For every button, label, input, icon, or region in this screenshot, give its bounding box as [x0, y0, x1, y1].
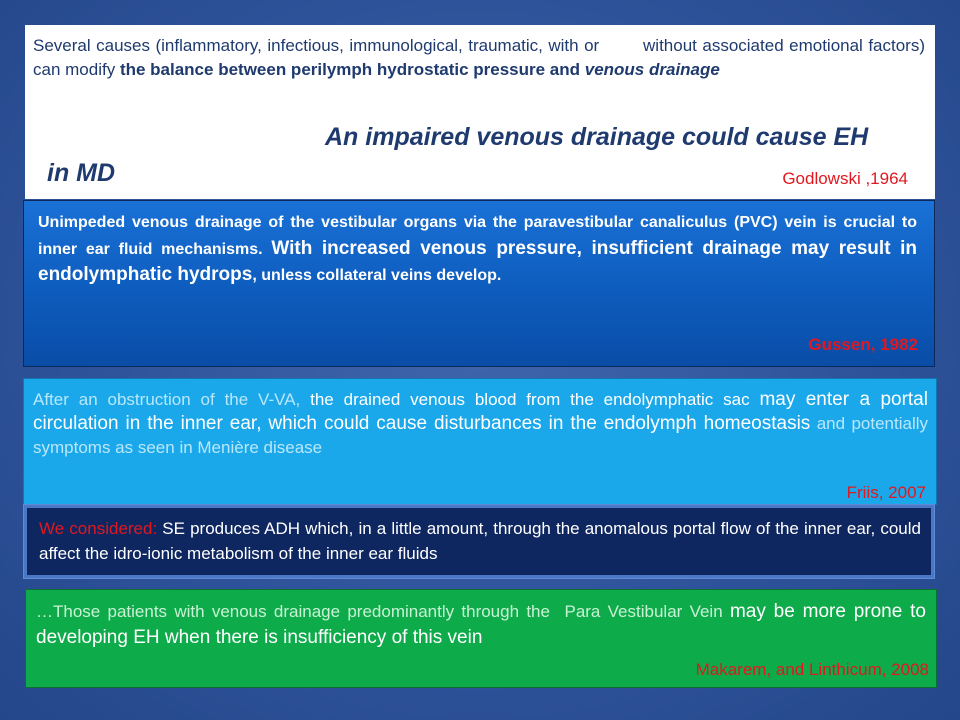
causes-paragraph — [33, 34, 930, 82]
meniere-text: and potentially symptoms as seen in Menière disease — [33, 414, 928, 457]
pvc-paragraph — [38, 210, 917, 289]
text-box-gussen — [23, 200, 935, 367]
obstruction-text: After an obstruction of the V-VA, — [33, 390, 301, 409]
collateral-text: , unless collateral veins develop. — [252, 267, 502, 284]
headline-line2: in MD — [47, 159, 116, 187]
citation-gussen: Gussen, 1982 — [808, 335, 918, 354]
eh-prone-text: may be more prone to developing EH when there is insufficiency of this vein — [36, 601, 926, 648]
adh-text: SE produces ADH which, in a little amount, through the anomalous portal flow of the inner ear, could affect the idro-ionic metabolism of the inner ear fluids — [39, 519, 921, 563]
venous-pressure-text: With increased venous pressure, insufficient drainage may result in endolymphatic hydrops — [38, 237, 917, 285]
headline-line1: An impaired venous drainage could cause EH — [325, 123, 869, 151]
balance-text: the balance between perilymph hydrostatic pressure and — [119, 60, 585, 79]
drained-blood-text: the drained venous blood from the endolymphatic sac — [300, 390, 760, 409]
patients-text: …Those patients with venous drainage predominantly through the Para Vestibular Vein — [36, 602, 730, 621]
causes-text: Several causes (inflammatory, infectious, immunological, traumatic, with or without associated emotional factors) can modify — [33, 36, 930, 79]
pvc-text: Unimpeded venous drainage of the vestibular organs via the paravestibular canaliculus (PVC) vein is crucial to inner ear fluid mechanisms. — [38, 214, 917, 258]
venous-drainage-text: venous drainage — [584, 60, 720, 79]
portal-circulation-text: may enter a portal circulation in the inner ear, which could cause disturbances in the endolymph homeostasis — [33, 389, 928, 434]
text-box-godlowski — [25, 25, 935, 199]
considered-paragraph — [39, 516, 921, 566]
patients-paragraph — [36, 599, 926, 651]
considered-label: We considered: — [39, 519, 163, 538]
text-box-friis — [23, 378, 937, 505]
text-box-makarem — [25, 589, 937, 688]
citation-friis: Friis, 2007 — [846, 483, 926, 502]
obstruction-paragraph — [33, 388, 928, 460]
citation-godlowski: Godlowski ,1964 — [782, 169, 908, 188]
text-box-considered — [24, 505, 934, 578]
citation-makarem: Makarem, and Linthicum, 2008 — [695, 660, 929, 679]
